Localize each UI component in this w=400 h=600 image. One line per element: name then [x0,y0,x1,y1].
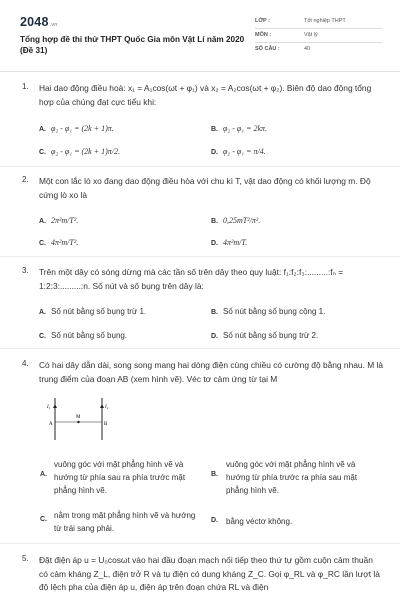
label-a: A [49,422,53,427]
option-letter: C. [39,240,46,247]
option-letter: C. [40,516,47,523]
option-c[interactable] [39,237,78,250]
option-a[interactable] [39,215,78,228]
option-text: nằm trong mặt phẳng hình vẽ và hướng từ trái sang phải. [54,511,196,533]
question-divider [0,166,400,167]
meta-label-count: SỐ CÂU : [255,46,280,52]
option-letter: A. [39,309,46,316]
option-letter: C. [39,149,46,156]
label-b: B [104,422,108,427]
meta-value-subject: Vật lý [304,32,318,38]
option-b[interactable] [211,306,325,319]
meta-row-subject [255,29,382,43]
option-a[interactable] [39,123,114,136]
option-letter: C. [39,333,46,340]
option-letter: B. [211,126,218,133]
meta-value-count: 40 [304,46,311,52]
document-header [20,12,382,64]
meta-label-class: LỚP : [255,18,270,24]
question-number: 4. [22,359,29,368]
logo-text: 2048 [20,15,49,29]
logo-tld: .vn [49,22,58,28]
option-text: φ₂ - φ₁ = 2kπ. [223,124,268,133]
header-divider [0,71,400,72]
option-letter: D. [211,240,218,247]
option-c[interactable] [39,146,120,159]
meta-row-count [255,43,382,57]
option-text: φ₂ - φ₁ = (2k + 1)π/2. [51,147,120,156]
option-letter: B. [211,309,218,316]
option-text: vuông góc với mặt phẳng hình vẽ và hướng từ phía trước ra phía sau mặt phẳng hình vẽ. [226,460,358,495]
question-number: 5. [22,554,29,563]
option-d[interactable] [211,146,266,159]
option-text: Số nút bằng số bụng. [51,331,128,340]
current-arrow-2-icon [100,404,104,408]
question-text: Một con lắc lò xo đang dao động điều hòa với chu kì T, vật dao động có khối lượng m. Độ cứng lò xo là [39,176,371,200]
option-text: 4π²m/T. [223,238,248,247]
option-a[interactable] [39,306,146,319]
question-text: Có hai dây dẫn dài, song song mang hai dòng điện cùng chiều có cường độ bằng nhau. M là trung điểm của đoạn AB (xem hình vẽ). Véc tơ cảm ứng từ tại M [39,360,384,384]
question-text: Trên một dây có sóng dừng mà các tần số trên dây theo quy luật: f₁:f₂:f₃:.........:fₙ = 1:2:3:.........:n. Số nút và số bụng trên dây là: [39,267,344,291]
option-letter: D. [211,517,218,524]
question-text: Hai dao động điều hoà: x₁ = A₁cos(ωt + φ₁) và x₂ = A₂cos(ωt + φ₂). Biên độ dao động tổng hợp của chúng đạt cực tiểu khi: [39,83,372,107]
question-divider [0,348,400,349]
option-text: Số nút bằng số bụng trừ 2. [223,331,319,340]
option-letter: A. [39,126,46,133]
option-text: φ₂ - φ₁ = (2k + 1)π. [51,124,114,133]
option-letter: A. [39,218,46,225]
meta-row-class [255,15,382,29]
option-text: Số nút bằng số bụng cộng 1. [223,307,326,316]
option-text: bằng véctơ không. [226,517,293,526]
option-letter: A. [40,471,47,478]
option-letter: D. [211,333,218,340]
option-d[interactable] [211,330,318,343]
exam-title-line1: Tổng hợp đề thi thử THPT Quốc Gia môn Vật Lí năm 2020 [20,35,245,44]
question-number: 2. [22,175,29,184]
option-text: Số nút bằng số bụng trừ 1. [51,307,147,316]
option-text: 4π²m/T². [51,238,79,247]
option-d[interactable] [211,237,247,250]
option-b[interactable] [211,215,260,228]
site-logo[interactable] [20,15,58,29]
label-i1: I₁ [47,405,51,410]
question-number: 1. [22,82,29,91]
question-text: Đặt điện áp u = U₀cosωt vào hai đầu đoạn mạch nối tiếp theo thứ tự gồm cuộn cảm thuần có cảm kháng Z_L, điện trở R và tụ điện có dung kháng Z_C. Gọi φ_RL và φ_RC lần lượt là độ lệch pha của điện áp u, điện áp trên đoạn chứa RL và điện [39,555,380,592]
meta-label-subject: MÔN : [255,32,272,38]
meta-value-class: Tốt nghiệp THPT [304,18,346,24]
question-divider [0,256,400,257]
point-m [77,421,79,423]
exam-meta [255,15,382,57]
wires-figure [44,396,114,444]
question-number: 3. [22,266,29,275]
option-letter: B. [211,218,218,225]
exam-title-line2: (Đề 31) [20,46,48,55]
exam-title [20,34,250,56]
option-text: φ₂ - φ₁ = π/4. [223,147,266,156]
question-divider [0,543,400,544]
option-letter: D. [211,149,218,156]
option-b[interactable] [211,123,267,136]
option-text: 0,25mT²/π². [223,216,261,225]
option-text: vuông góc với mặt phẳng hình vẽ và hướng từ phía sau ra phía trước mặt phẳng hình vẽ. [54,460,186,495]
option-letter: B. [211,471,218,478]
option-text: 2π²m/T². [51,216,79,225]
label-i2: I₂ [105,405,109,410]
option-c[interactable] [39,330,127,343]
current-arrow-1-icon [53,404,57,408]
label-m: M [76,415,81,420]
